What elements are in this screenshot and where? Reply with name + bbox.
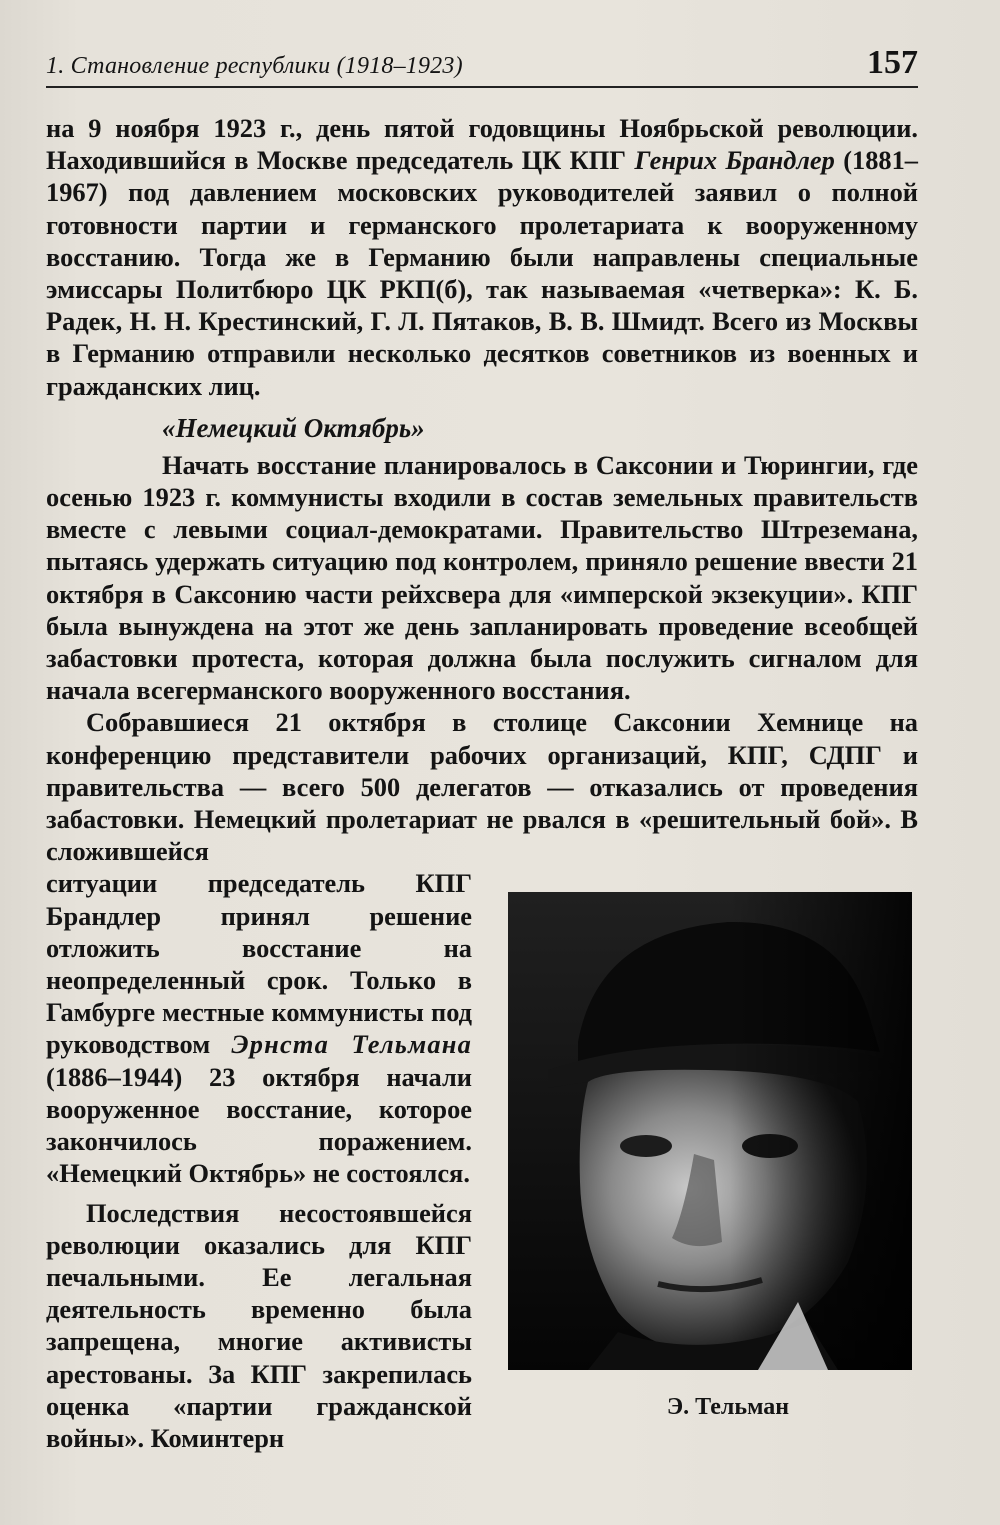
page-number: 157 [867,44,918,81]
person-name-brandler: Генрих Брандлер [634,145,835,176]
page-header [46,38,918,88]
paragraph: Последствия несостоявшейся революции оказались для КПГ печальными. Ее легальная деятельность временно была запрещена, многие активисты арестованы. За КПГ закрепилась оценка «партии гражданской войны». Коминтерн [46,1197,472,1453]
paragraph-text: (1881–1967) под давлением московских руководителей заявил о полной готовности партии и германского пролетариата к вооруженному восстанию. Тогда же в Германию были направлены специальные эмиссары Политбюро ЦК РКП(б), так называемая «четверка»: К. Б. Радек, Н. Н. Крестинский, Г. Л. Пятаков, В. В. Шмидт. Всего из Москвы в Германию отправили несколько десятков советников из военных и гражданских лиц. [46,145,918,401]
paragraph-text: ситуации председатель КПГ Брандлер принял решение отложить восстание на неопределенный срок. Только в Гамбурге местные коммунисты под руководством [46,868,472,1060]
paragraph: Начать восстание планировалось в Саксонии и Тюрингии, где осенью 1923 г. коммунисты входили в состав земельных правительств вместе с левыми социал-демократами. Правительство Штреземана, пытаясь удержать ситуацию под контролем, приняло решение ввести 21 октября в Саксонию части рейхсвера для «имперской экзекуции». КПГ была вынуждена на этот же день запланировать проведение всеобщей забастовки протеста, которая должна была послужить сигналом для начала всегерманского вооруженного восстания. [46,449,918,706]
portrait-photo [508,892,912,1370]
paragraph: Собравшиеся 21 октября в столице Саксонии Хемнице на конференцию представители рабочих организаций, КПГ, СДПГ и правительства — всего 500 делегатов — отказались от проведения забастовки. Немецкий пролетариат не рвался в «решительный бой». В сложившейся [46,707,918,867]
paragraph-continued [46,867,472,1189]
figure [508,892,912,1421]
figure-caption: Э. Тельман [666,1394,790,1420]
paragraph-text: на 9 ноября 1923 г., день пятой годовщины Ноябрьской революции. Находившийся в Москве председатель ЦК КПГ [46,113,918,176]
person-name-thalmann: Эрнста Тельмана [231,1029,472,1060]
running-head: 1. Становление республики (1918–1923) [46,53,463,79]
paragraph-text: (1886–1944) 23 октября начали вооруженное восстание, которое закончилось поражением. «Немецкий Октябрь» не состоялся. [46,1061,472,1189]
paragraph-continued [46,112,918,402]
text-column-beside-figure [46,867,472,1454]
section-heading: «Немецкий Октябрь» [162,412,425,443]
